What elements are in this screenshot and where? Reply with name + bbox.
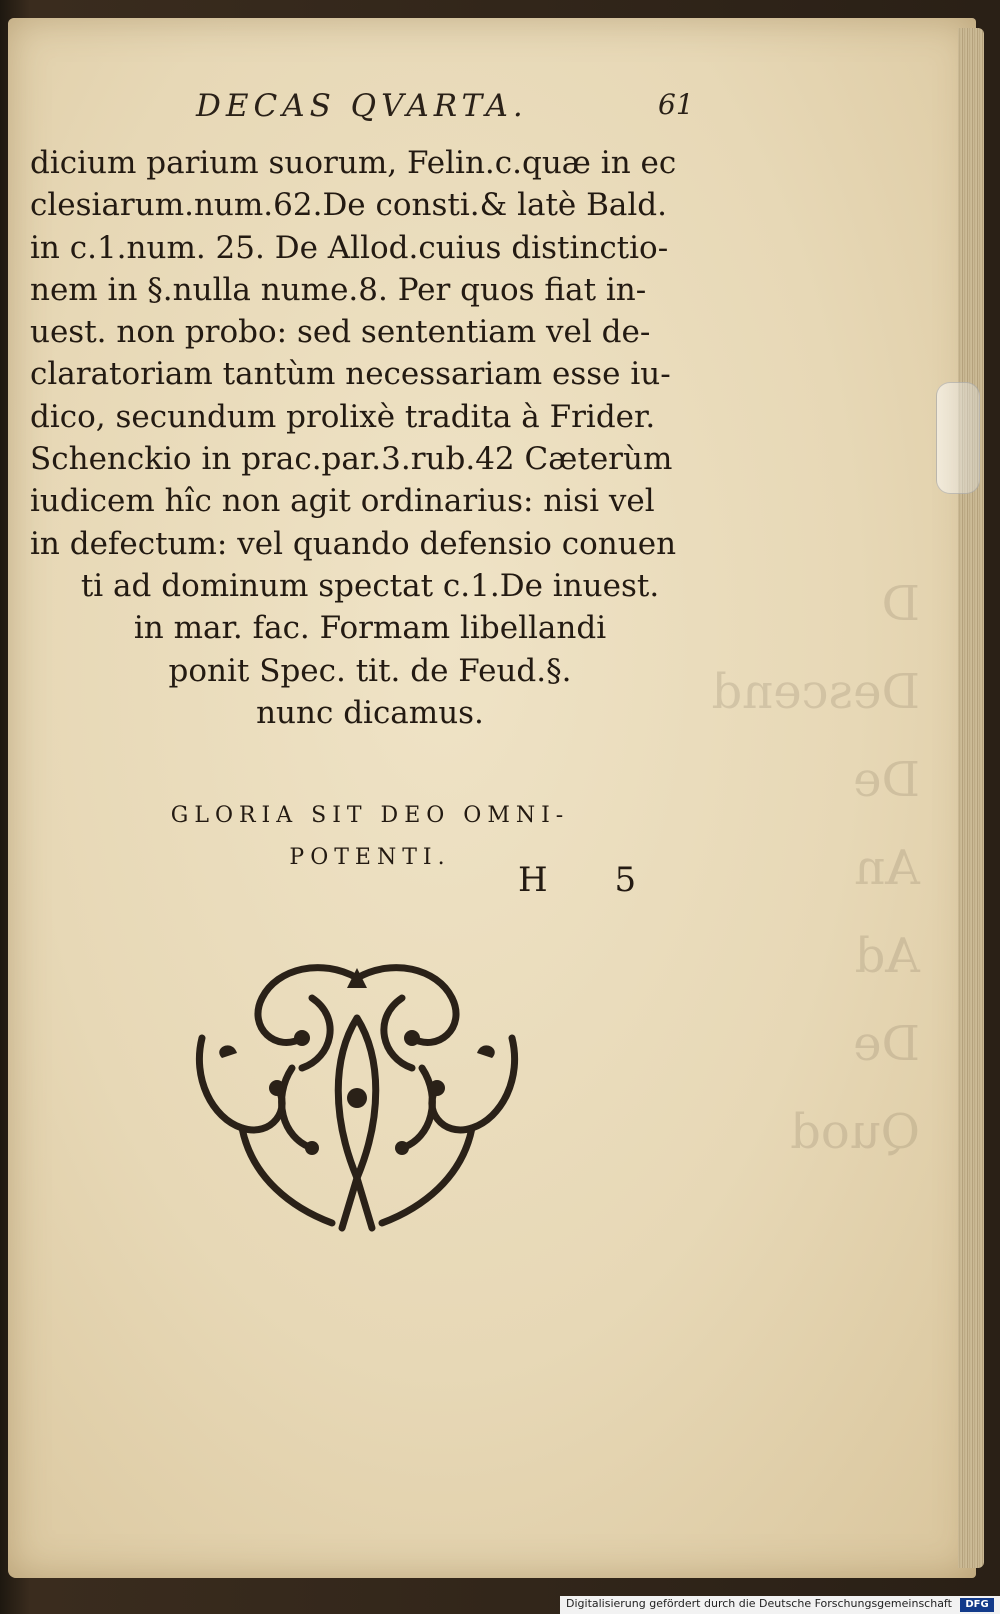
- show-through-text: D Descend De An Ad De Quod: [711, 576, 920, 1160]
- text-line: in mar. fac. Formam libellandi: [133, 610, 607, 647]
- running-header: [196, 88, 696, 138]
- text-line: dicium parium suorum, Felin.c.quæ in ec: [30, 145, 677, 181]
- text-line: in c.1.num. 25. De Allod.cuius distinctio-: [30, 229, 669, 266]
- text-line: nem in §.nulla nume.8. Per quos fiat in-: [30, 271, 647, 308]
- text-line: iudicem hîc non agit ordinarius: nisi vel: [30, 483, 655, 520]
- text-line: claratoriam tantùm necessariam esse iu-: [30, 356, 671, 393]
- text-line: Schenckio in prac.par.3.rub.42 Cæterùm: [30, 441, 673, 478]
- text-line: uest. non probo: sed sententiam vel de-: [30, 314, 651, 351]
- text-line: dico, secundum prolixè tradita à Frider.: [30, 398, 656, 435]
- closing-line: GLORIA SIT DEO OMNI-: [170, 803, 570, 828]
- page-edges: [958, 28, 984, 1568]
- page-number: 61: [658, 88, 694, 121]
- signature-mark: H 5: [518, 860, 665, 900]
- text-line: in defectum: vel quando defensio conuen: [30, 525, 677, 562]
- closing-line: POTENTI.: [289, 845, 451, 870]
- text-line: nunc dicamus.: [256, 694, 484, 731]
- main-text-block: [30, 142, 710, 734]
- text-line: clesiarum.num.62.De consti.& latè Bald.: [30, 187, 667, 224]
- text-line: ti ad dominum spectat c.1.De inuest.: [80, 567, 660, 604]
- digitization-footer: [560, 1596, 1000, 1614]
- footer-credit: Digitalisierung gefördert durch die Deutsche Forschungsgemeinschaft: [566, 1597, 952, 1610]
- plastic-clip: [936, 382, 980, 494]
- ornament-vignette: [182, 958, 532, 1248]
- text-line: ponit Spec. tit. de Feud.§.: [168, 652, 572, 689]
- running-title: DECAS QVARTA.: [196, 88, 528, 124]
- dfg-logo: DFG: [960, 1598, 994, 1612]
